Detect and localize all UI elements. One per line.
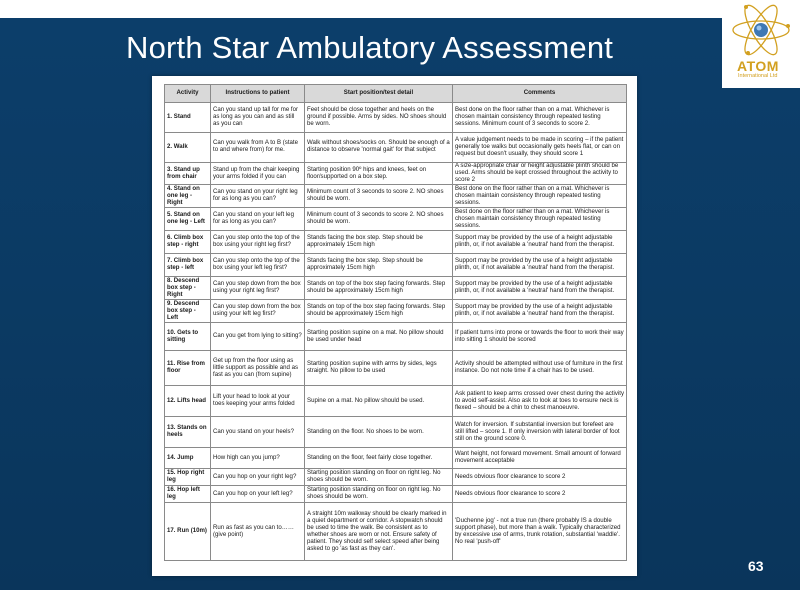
cell-instructions: Can you hop on your left leg? bbox=[211, 486, 305, 503]
table-row bbox=[165, 102, 627, 132]
cell-start-position: Starting position standing on floor on right leg. No shoes should be worn. bbox=[305, 469, 453, 486]
cell-start-position: Stands facing the box step. Step should be approximately 15cm high bbox=[305, 254, 453, 277]
cell-comments: Needs obvious floor clearance to score 2 bbox=[453, 469, 627, 486]
assessment-table-card bbox=[152, 76, 637, 576]
table-row bbox=[165, 486, 627, 503]
page-number: 63 bbox=[748, 558, 764, 574]
cell-start-position: A straight 10m walkway should be clearly marked in a quiet department or corridor. A stopwatch should be used to time the walk. Be consistent as to whether shoes are worn or not. Ensure safety of patient. They should self select speed after being asked to go 'as fast as they can'. bbox=[305, 503, 453, 561]
logo-name: ATOM bbox=[737, 58, 779, 74]
cell-activity: 8. Descend box step - Right bbox=[165, 277, 211, 300]
table-row bbox=[165, 417, 627, 448]
table-row bbox=[165, 277, 627, 300]
cell-activity: 4. Stand on one leg - Right bbox=[165, 185, 211, 208]
cell-start-position: Stands facing the box step. Step should be approximately 15cm high bbox=[305, 231, 453, 254]
cell-start-position: Minimum count of 3 seconds to score 2. NO shoes should be worn. bbox=[305, 185, 453, 208]
cell-instructions: Lift your head to look at your toes keeping your arms folded bbox=[211, 386, 305, 417]
cell-start-position: Starting position standing on floor on right leg. No shoes should be worn. bbox=[305, 486, 453, 503]
cell-activity: 2. Walk bbox=[165, 132, 211, 162]
cell-comments: Want height, not forward movement. Small amount of forward movement acceptable bbox=[453, 448, 627, 469]
cell-start-position: Supine on a mat. No pillow should be used. bbox=[305, 386, 453, 417]
table-row bbox=[165, 132, 627, 162]
cell-activity: 1. Stand bbox=[165, 102, 211, 132]
table-row bbox=[165, 386, 627, 417]
cell-activity: 3. Stand up from chair bbox=[165, 162, 211, 185]
cell-comments: Ask patient to keep arms crossed over chest during the activity to avoid self-assist. Also ask to look at toes to ensure neck is flexed – should be a chin to chest manoeuvre. bbox=[453, 386, 627, 417]
cell-activity: 12. Lifts head bbox=[165, 386, 211, 417]
table-row bbox=[165, 351, 627, 386]
cell-start-position: Starting position supine on a mat. No pillow should be used under head bbox=[305, 323, 453, 351]
cell-activity: 17. Run (10m) bbox=[165, 503, 211, 561]
cell-activity: 14. Jump bbox=[165, 448, 211, 469]
cell-instructions: Can you step onto the top of the box using your left leg first? bbox=[211, 254, 305, 277]
cell-instructions: Get up from the floor using as little support as possible and as fast as you can (from supine) bbox=[211, 351, 305, 386]
cell-activity: 5. Stand on one leg - Left bbox=[165, 208, 211, 231]
cell-activity: 10. Gets to sitting bbox=[165, 323, 211, 351]
table-row bbox=[165, 231, 627, 254]
cell-instructions: Can you walk from A to B (state to and where from) for me. bbox=[211, 132, 305, 162]
slide-title: North Star Ambulatory Assessment bbox=[126, 30, 614, 65]
cell-comments: 'Duchenne jog' - not a true run (there probably IS a double support phase), but more than a walk. Typically characterized by excessive use of arms, trunk rotation, substantial 'waddle'. No real 'push-off' bbox=[453, 503, 627, 561]
cell-instructions: Can you step down from the box using your left leg first? bbox=[211, 300, 305, 323]
cell-activity: 6. Climb box step - right bbox=[165, 231, 211, 254]
cell-comments: Best done on the floor rather than on a mat. Whichever is chosen maintain consistency through repeated testing sessions. bbox=[453, 208, 627, 231]
cell-start-position: Walk without shoes/socks on. Should be enough of a distance to observe 'normal gait' for that subject bbox=[305, 132, 453, 162]
cell-comments: Support may be provided by the use of a height adjustable plinth, or, if not available a 'neutral' hand from the therapist. bbox=[453, 300, 627, 323]
cell-activity: 9. Descend box step - Left bbox=[165, 300, 211, 323]
cell-comments: Support may be provided by the use of a height adjustable plinth, or, if not available a 'neutral' hand from the therapist. bbox=[453, 254, 627, 277]
cell-comments: Support may be provided by the use of a height adjustable plinth, or, if not available a 'neutral' hand from the therapist. bbox=[453, 277, 627, 300]
header-start-position: Start position/test detail bbox=[305, 85, 453, 103]
cell-instructions: Stand up from the chair keeping your arms folded if you can bbox=[211, 162, 305, 185]
header-comments: Comments bbox=[453, 85, 627, 103]
logo-subtitle: International Ltd bbox=[738, 73, 778, 79]
cell-instructions: Run as fast as you can to……(give point) bbox=[211, 503, 305, 561]
header-instructions: Instructions to patient bbox=[211, 85, 305, 103]
table-row bbox=[165, 185, 627, 208]
table-row bbox=[165, 503, 627, 561]
cell-start-position: Stands on top of the box step facing forwards. Step should be approximately 15cm high bbox=[305, 300, 453, 323]
atom-icon bbox=[728, 2, 794, 58]
table-row bbox=[165, 448, 627, 469]
cell-start-position: Stands on top of the box step facing forwards. Step should be approximately 15cm high bbox=[305, 277, 453, 300]
cell-instructions: Can you stand on your heels? bbox=[211, 417, 305, 448]
cell-comments: A size-appropriate chair or height adjustable plinth should be used. Arms should be kept crossed throughout the activity to score 2 bbox=[453, 162, 627, 185]
cell-start-position: Standing on the floor. No shoes to be worn. bbox=[305, 417, 453, 448]
header-activity: Activity bbox=[165, 85, 211, 103]
cell-instructions: Can you stand up tall for me for as long as you can and as still as you can bbox=[211, 102, 305, 132]
table-row bbox=[165, 208, 627, 231]
cell-start-position: Feet should be close together and heels on the ground if possible. Arms by sides. NO shoes should be worn. bbox=[305, 102, 453, 132]
cell-start-position: Starting position 90º hips and knees, feet on floor/supported on a box step. bbox=[305, 162, 453, 185]
table-row bbox=[165, 300, 627, 323]
table-row bbox=[165, 323, 627, 351]
cell-comments: A value judgement needs to be made in scoring – if the patient generally toe walks but occasionally gets heels flat, or can on request but doesn't usually, they should score 1 bbox=[453, 132, 627, 162]
cell-instructions: Can you get from lying to sitting? bbox=[211, 323, 305, 351]
table-row bbox=[165, 162, 627, 185]
cell-instructions: Can you stand on your right leg for as long as you can? bbox=[211, 185, 305, 208]
cell-instructions: Can you step down from the box using your right leg first? bbox=[211, 277, 305, 300]
cell-comments: Activity should be attempted without use of furniture in the first instance. Do not note time if a chair has to be used. bbox=[453, 351, 627, 386]
cell-start-position: Minimum count of 3 seconds to score 2. NO shoes should be worn. bbox=[305, 208, 453, 231]
cell-comments: Watch for inversion. If substantial inversion but forefeet are still lifted – score 1. If only inversion with lateral border of foot still on the ground score 0. bbox=[453, 417, 627, 448]
cell-activity: 13. Stands on heels bbox=[165, 417, 211, 448]
cell-comments: Best done on the floor rather than on a mat. Whichever is chosen maintain consistency through repeated testing sessions. Minimum count of 3 seconds to score 2. bbox=[453, 102, 627, 132]
cell-activity: 11. Rise from floor bbox=[165, 351, 211, 386]
cell-start-position: Starting position supine with arms by sides, legs straight. No pillow to be used bbox=[305, 351, 453, 386]
cell-comments: Support may be provided by the use of a height adjustable plinth, or, if not available a 'neutral' hand from the therapist. bbox=[453, 231, 627, 254]
table-header-row bbox=[165, 85, 627, 103]
cell-instructions: Can you stand on your left leg for as long as you can? bbox=[211, 208, 305, 231]
cell-activity: 7. Climb box step - left bbox=[165, 254, 211, 277]
cell-instructions: Can you hop on your right leg? bbox=[211, 469, 305, 486]
cell-activity: 16. Hop left leg bbox=[165, 486, 211, 503]
cell-comments: Needs obvious floor clearance to score 2 bbox=[453, 486, 627, 503]
table-row bbox=[165, 469, 627, 486]
cell-comments: If patient turns into prone or towards the floor to work their way into sitting 1 should be scored bbox=[453, 323, 627, 351]
cell-activity: 15. Hop right leg bbox=[165, 469, 211, 486]
cell-start-position: Standing on the floor, feet fairly close together. bbox=[305, 448, 453, 469]
cell-instructions: Can you step onto the top of the box using your right leg first? bbox=[211, 231, 305, 254]
cell-comments: Best done on the floor rather than on a mat. Whichever is chosen maintain consistency through repeated testing sessions. bbox=[453, 185, 627, 208]
table-row bbox=[165, 254, 627, 277]
assessment-table bbox=[164, 84, 627, 561]
cell-instructions: How high can you jump? bbox=[211, 448, 305, 469]
